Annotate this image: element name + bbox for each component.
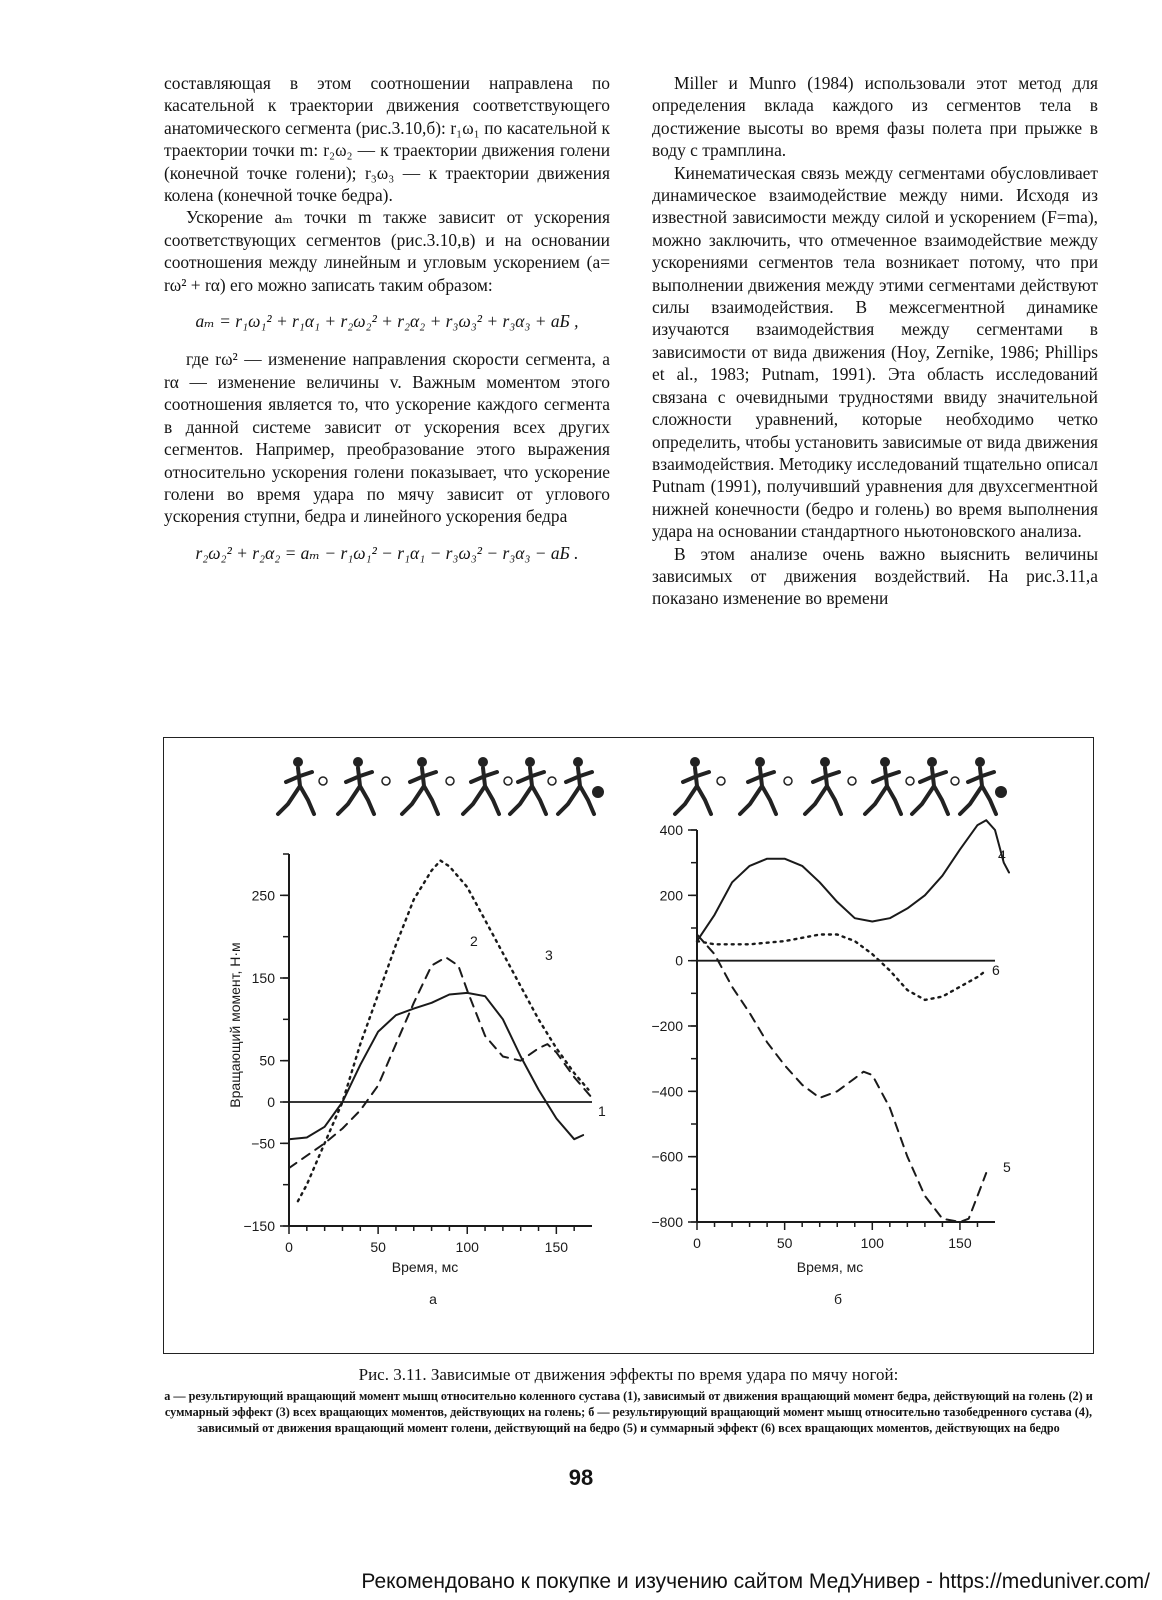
y-tick-label: −50 (251, 1135, 275, 1152)
x-axis-label: Время, мс (796, 1259, 864, 1275)
right-paragraph-2: Кинематическая связь между сегментами обусловливает динамическое взаимодействие между ними. Исходя из известной зависимости между силой и ускорением (F=ma), можно заключить, что отмеченное взаимодействие между ускорениями сегментов тела возникает потому, что при выполнении движения между этими сегментами действуют силы взаимодействия. В межсегментной динамике изучаются взаимодействия между сегментами в зависимости от вида движения (Hoy, Zernike, 1986; Phillips et al., 1983; Putnam, 1991). Эта область исследований связана с очевидными трудностями ввиду значительной сложности уравнений, которые необходимо четко определить, чтобы установить зависимые от вида движения взаимодействия. Методику исследований тщательно описал Putnam (1991), получивший уравнения для двухсегментной нижней конечности (бедро и голень) во время выполнения удара на основании стандартного ньютоновского анализа. (652, 162, 1098, 542)
right-paragraph-1: Miller и Munro (1984) использовали этот метод для определения вклада каждого из сегментов тела в достижение высоты во время фазы полета при прыжке в воду с трамплина. (652, 73, 1098, 161)
series-label-4: 4 (998, 847, 1006, 863)
series-line-4 (697, 820, 1009, 941)
x-axis-label: Время, мс (391, 1259, 459, 1275)
series-line-6 (697, 935, 986, 1000)
y-axis-label: Вращающий момент, Н·м (227, 942, 243, 1108)
chart-panel-a (227, 854, 606, 1307)
footer-recommendation: Рекомендовано к покупке и изучению сайтом МедУнивер - https://meduniver.com/ (361, 1570, 1150, 1593)
y-tick-label: −150 (243, 1218, 275, 1234)
left-paragraph-3: где rω² — изменение направления скорости сегмента, а rα — изменение величины v. Важным моментом этого соотношения является то, что ускорение каждого сегмента в данной системе зависит от ускорения всех других сегментов. Например, преобразование этого выражения относительно ускорения голени показывает, что ускорение голени во время удара по мячу зависит от углового ускорения ступни, бедра и линейного ускорения бедра (164, 349, 610, 527)
series-label-3: 3 (545, 947, 553, 963)
formula-shin-acceleration: r₂ω₂² + r₂α₂ = aₘ − r₁ω₁² − r₁α₁ − r₃ω₃² − r₃α₃ − aБ . (195, 542, 579, 563)
y-tick-label: 150 (251, 970, 275, 986)
y-tick-label: −800 (651, 1214, 683, 1230)
y-tick-label: 250 (251, 887, 275, 904)
right-paragraph-3: В этом анализе очень важно выяснить величины зависимых от движения воздействий. На рис.3.11,а показано изменение во времени (652, 543, 1098, 609)
y-tick-label: −600 (651, 1148, 683, 1165)
x-tick-label: 100 (860, 1235, 884, 1251)
y-tick-label: 0 (675, 952, 683, 969)
series-label-6: 6 (992, 962, 1000, 978)
y-tick-label: 200 (659, 887, 683, 904)
y-tick-label: 400 (659, 822, 683, 838)
series-line-5 (697, 935, 986, 1223)
kicker-sequence-left (278, 757, 604, 814)
caption-body: а — результирующий вращающий момент мышц относительно коленного сустава (1), зависимый от движения вращающий момент бедра, действующий на голень (2) и суммарный эффект (3) всех вращающих моментов, действующих на голень; б — результирующий вращающий момент мышц относительно тазобедренного сустава (4), зависимый от движения вращающий момент голени, действующий на бедро (5) и суммарный эффект (6) всех вращающих моментов, действующих на бедро (164, 1389, 1093, 1435)
left-paragraph-1: составляющая в этом соотношении направлена по касательной к траектории движения соответствующего анатомического сегмента (рис.3.10,б): r₁ω₁ по касательной к траектории точки m: r₂ω₂ — к траектории движения голени (конечной точке голени); r₃ω₃ — к траектории движения колена (конечной точке бедра). (164, 73, 610, 206)
panel-label: б (833, 1291, 843, 1307)
formula-acceleration: aₘ = r₁ω₁² + r₁α₁ + r₂ω₂² + r₂α₂ + r₃ω₃² + r₃α₃ + aБ , (195, 311, 579, 332)
x-tick-label: 0 (285, 1239, 293, 1255)
chart-panel-b (651, 820, 1011, 1307)
left-paragraph-2: Ускорение aₘ точки m также зависит от ускорения соответствующих сегментов (рис.3.10,в) и на основании соотношения между линейным и угловым ускорением (a= rω² + rα) его можно записать таким образом: (164, 207, 610, 295)
series-line-1 (289, 993, 583, 1139)
figure-caption (163, 1364, 1094, 1436)
x-tick-label: 0 (693, 1235, 701, 1251)
x-tick-label: 100 (455, 1239, 479, 1255)
panel-label: а (429, 1291, 437, 1307)
series-label-5: 5 (1003, 1159, 1011, 1175)
series-label-2: 2 (470, 933, 478, 949)
x-tick-label: 150 (948, 1235, 972, 1251)
series-line-3 (298, 861, 589, 1202)
y-tick-label: 0 (267, 1094, 275, 1110)
y-tick-label: −200 (651, 1018, 683, 1034)
page-number: 98 (568, 1465, 594, 1490)
x-tick-label: 50 (776, 1235, 793, 1251)
kicker-sequence-right (675, 757, 1007, 814)
y-tick-label: 50 (259, 1052, 275, 1069)
x-tick-label: 150 (544, 1239, 569, 1255)
x-tick-label: 50 (370, 1239, 386, 1255)
y-tick-label: −400 (651, 1083, 683, 1100)
caption-title: Рис. 3.11. Зависимые от движения эффекты по время удара по мячу ногой: (358, 1365, 899, 1384)
series-line-2 (289, 957, 592, 1168)
series-label-1: 1 (598, 1103, 606, 1119)
